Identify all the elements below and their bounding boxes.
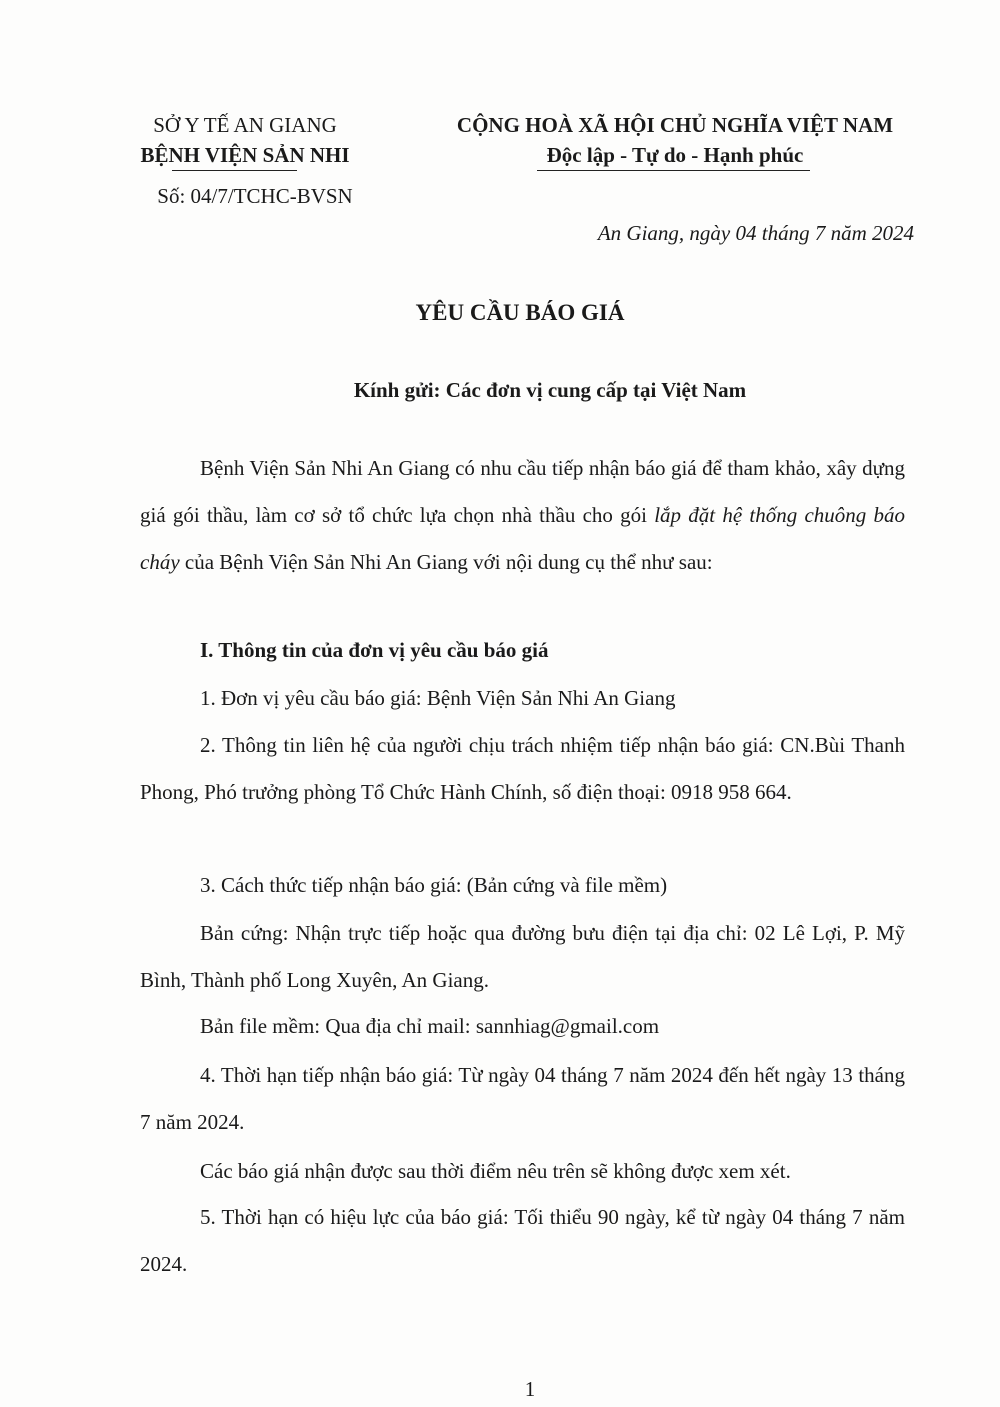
list-item (140, 1194, 905, 1288)
item-text: 1. Đơn vị yêu cầu báo giá: Bệnh Viện Sản Nhi An Giang (200, 686, 676, 710)
list-item (140, 1003, 905, 1050)
item-text: 4. Thời hạn tiếp nhận báo giá: Từ ngày 04 tháng 7 năm 2024 đến hết ngày 13 tháng 7 năm 2024. (140, 1063, 905, 1134)
list-item (140, 1148, 905, 1195)
item-text: Các báo giá nhận được sau thời điểm nêu trên sẽ không được xem xét. (200, 1159, 791, 1183)
list-item (140, 675, 905, 722)
list-item (140, 862, 905, 909)
place-date: An Giang, ngày 04 tháng 7 năm 2024 (597, 221, 914, 245)
hospital-underline (172, 170, 297, 171)
nation-title: CỘNG HOÀ XÃ HỘI CHỦ NGHĨA VIỆT NAM (456, 113, 894, 137)
item-text: Bản cứng: Nhận trực tiếp hoặc qua đường bưu điện tại địa chỉ: 02 Lê Lợi, P. Mỹ Bình, Thành phố Long Xuyên, An Giang. (140, 921, 905, 992)
section-heading-text: I. Thông tin của đơn vị yêu cầu báo giá (200, 638, 549, 662)
hospital-name: BỆNH VIỆN SẢN NHI (140, 143, 350, 167)
agency-name: SỞ Y TẾ AN GIANG (153, 113, 337, 137)
page-number: 1 (524, 1377, 536, 1401)
motto-underline (537, 170, 810, 171)
intro-text-end: của Bệnh Viện Sản Nhi An Giang với nội dung cụ thể như sau: (179, 550, 713, 574)
item-text: 3. Cách thức tiếp nhận báo giá: (Bản cứng và file mềm) (200, 873, 668, 897)
intro-italic: lắp đặt hệ thống chuông báo cháy (140, 503, 905, 574)
document-number: Số: 04/7/TCHC-BVSN (157, 184, 353, 208)
section-heading (140, 627, 905, 674)
list-item (140, 722, 905, 816)
item-text: 2. Thông tin liên hệ của người chịu trách nhiệm tiếp nhận báo giá: CN.Bùi Thanh Phong, Phó trưởng phòng Tổ Chức Hành Chính, số điện thoại: 0918 958 664. (140, 733, 905, 804)
recipient: Kính gửi: Các đơn vị cung cấp tại Việt Nam (353, 378, 747, 402)
motto: Độc lập - Tự do - Hạnh phúc (546, 143, 804, 167)
list-item (140, 1052, 905, 1146)
item-text: Bản file mềm: Qua địa chỉ mail: sannhiag@gmail.com (200, 1014, 660, 1038)
document-title: YÊU CẦU BÁO GIÁ (415, 300, 625, 325)
list-item (140, 910, 905, 1004)
intro-paragraph (140, 445, 905, 586)
intro-text: Bệnh Viện Sản Nhi An Giang có nhu cầu tiếp nhận báo giá để tham khảo, xây dựng giá gói thầu, làm cơ sở tổ chức lựa chọn nhà thầu cho gói (140, 456, 905, 527)
item-text: 5. Thời hạn có hiệu lực của báo giá: Tối thiểu 90 ngày, kể từ ngày 04 tháng 7 năm 2024. (140, 1205, 905, 1276)
